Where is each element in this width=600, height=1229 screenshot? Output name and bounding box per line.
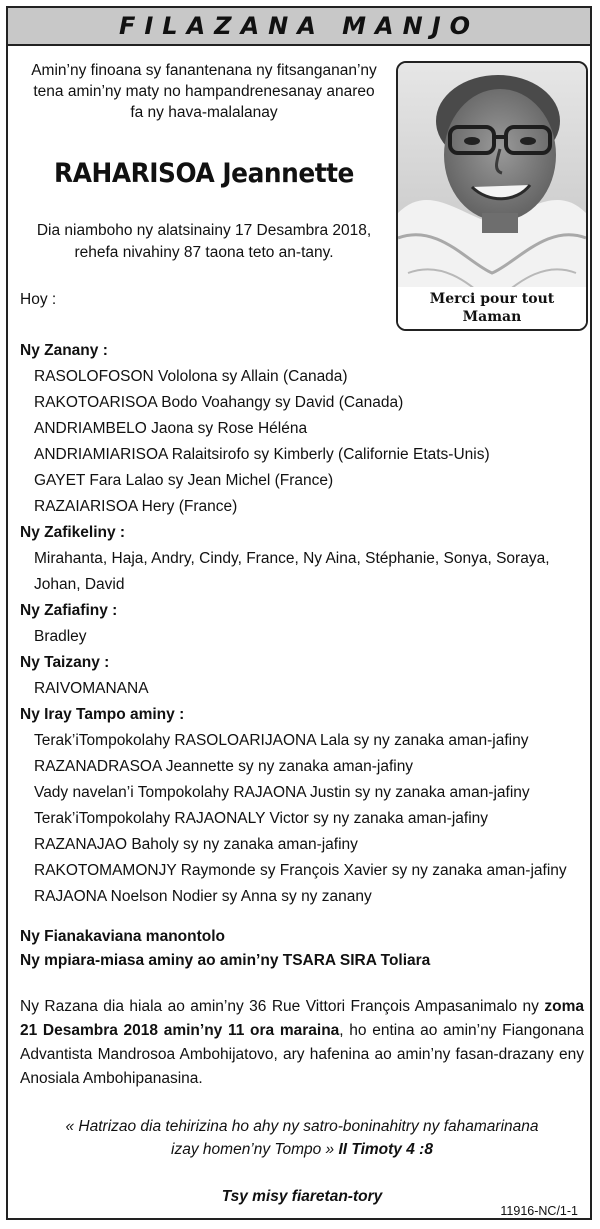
list-item: Vady navelan’i Tompokolahy RAJAONA Justin sy ny zanaka aman-jafiny	[34, 784, 530, 801]
group-title-zafikeliny: Ny Zafikeliny :	[20, 524, 126, 541]
group-title-taizany: Ny Taizany :	[20, 654, 110, 671]
list-item: RAZAIARISOA Hery (France)	[34, 498, 238, 515]
bible-verse	[20, 1115, 584, 1161]
list-item: RAJAONA Noelson Nodier sy Anna sy ny zanany	[34, 888, 372, 905]
closing-signatories	[20, 925, 430, 973]
group-title-iray-tampo: Ny Iray Tampo aminy :	[20, 706, 185, 723]
verse-line-2	[20, 1138, 584, 1161]
list-item: RAZANAJAO Baholy sy ny zanaka aman-jafiny	[34, 836, 358, 853]
final-note: Tsy misy fiaretan-tory	[221, 1188, 383, 1205]
intro-line: fa ny hava-malalanay	[130, 104, 278, 121]
verse-reference: II Timoty 4 :8	[338, 1141, 433, 1158]
group-title-zafiafiny: Ny Zafiafiny :	[20, 602, 118, 619]
reference-code: 11916-NC/1-1	[500, 1204, 578, 1218]
funeral-text: , ho entina ao amin’ny Fiangonana Advantista Mandrosoa Ambohijatovo, ary hafenina ao amin’ny fasan-drazany eny Anosiala Ambohipanasina.	[20, 1022, 585, 1087]
closing-line: Ny Fianakaviana manontolo	[20, 928, 225, 945]
death-announcement	[14, 220, 394, 264]
funeral-text: Ny Razana dia hiala ao amin’ny 36 Rue Vittori François Ampasanimalo ny	[20, 998, 545, 1015]
list-item: Terak’iTompokolahy RASOLOARIJAONA Lala sy ny zanaka aman-jafiny	[34, 732, 529, 749]
intro-line: tena amin’ny maty no hampandrenesanay anareo	[33, 83, 375, 100]
hoy-label: Hoy :	[20, 291, 57, 308]
deceased-name: RAHARISOA Jeannette	[54, 158, 354, 189]
deceased-photo	[396, 61, 588, 331]
notice-title: FILAZANA MANJO	[118, 12, 480, 40]
obituary-notice	[6, 6, 592, 1220]
verse-text: izay homen’ny Tompo »	[171, 1141, 339, 1158]
caption-line: Merci pour tout	[429, 291, 555, 307]
list-item: RASOLOFOSON Vololona sy Allain (Canada)	[34, 368, 348, 385]
funeral-details	[20, 995, 584, 1091]
verse-line: « Hatrizao dia tehirizina ho ahy ny satro-boninahitry ny fahamarinana	[65, 1118, 539, 1135]
list-item: RAIVOMANANA	[34, 680, 149, 697]
list-item: Bradley	[34, 628, 87, 645]
list-item: RAKOTOMAMONJY Raymonde sy François Xavier sy ny zanaka aman-jafiny	[34, 862, 567, 879]
list-item: RAKOTOARISOA Bodo Voahangy sy David (Canada)	[34, 394, 404, 411]
death-line: rehefa nivahiny 87 taona teto an-tany.	[74, 244, 334, 261]
header-bar	[8, 8, 590, 46]
list-item: GAYET Fara Lalao sy Jean Michel (France)	[34, 472, 334, 489]
intro-text	[14, 60, 394, 123]
family-list	[20, 338, 588, 910]
caption-line: Maman	[462, 309, 522, 325]
list-item: Mirahanta, Haja, Andry, Cindy, France, Ny Aina, Stéphanie, Sonya, Soraya, Johan, David	[34, 550, 550, 593]
photo-caption	[398, 287, 586, 329]
closing-line: Ny mpiara-miasa aminy ao amin’ny TSARA SIRA Toliara	[20, 952, 431, 969]
list-item: ANDRIAMIARISOA Ralaitsirofo sy Kimberly (Californie Etats-Unis)	[34, 446, 490, 463]
funeral-date: zoma 21 Desambra 2018 amin’ny 11 ora maraina	[20, 998, 584, 1039]
list-item: RAZANADRASOA Jeannette sy ny zanaka aman-jafiny	[34, 758, 414, 775]
group-title-zanany: Ny Zanany :	[20, 342, 108, 359]
list-item: Terak’iTompokolahy RAJAONALY Victor sy ny zanaka aman-jafiny	[34, 810, 489, 827]
list-item: ANDRIAMBELO Jaona sy Rose Héléna	[34, 420, 308, 437]
intro-line: Amin’ny finoana sy fanantenana ny fitsanganan’ny	[31, 62, 377, 79]
death-line: Dia niamboho ny alatsinainy 17 Desambra 2018,	[36, 222, 372, 239]
